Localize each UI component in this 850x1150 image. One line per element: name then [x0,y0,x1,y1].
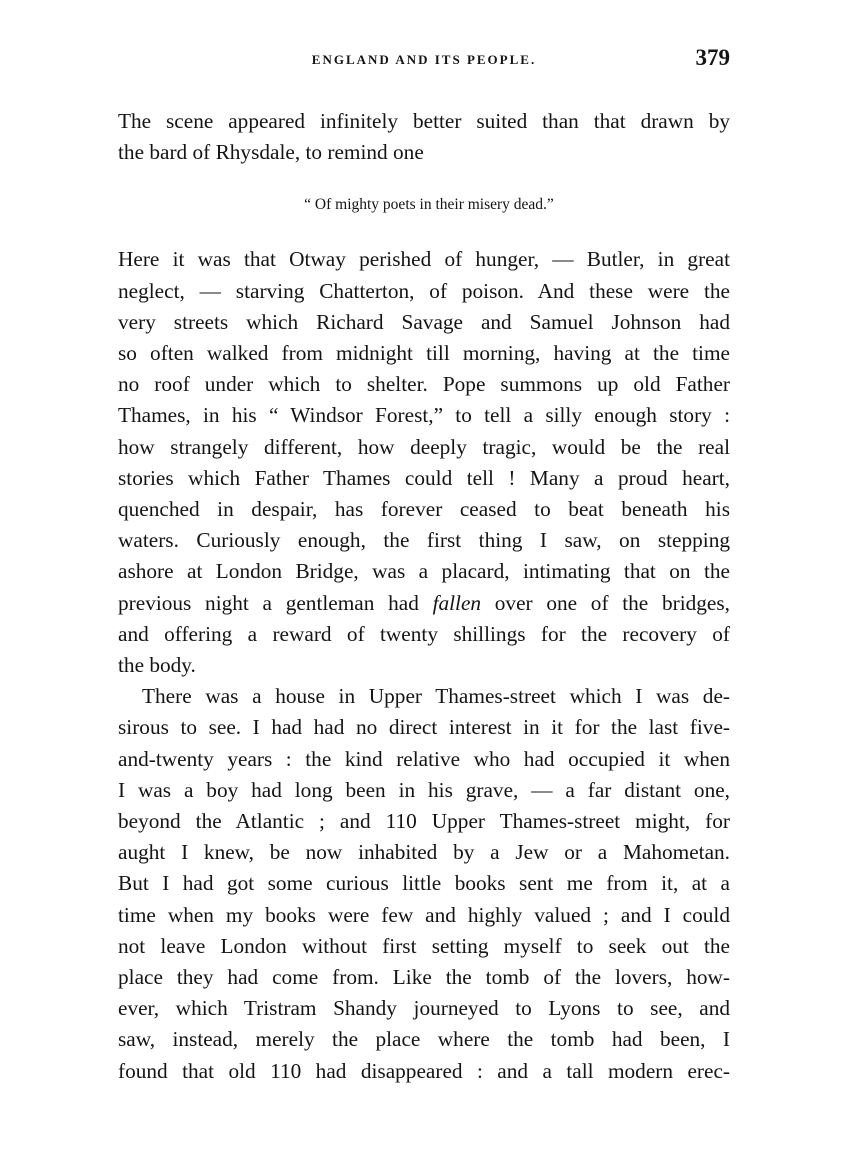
text-fragment: over one of the bridges, [481,590,730,615]
book-page [118,44,730,1087]
text-line: the bard of Rhysdale, to remind one [118,140,424,165]
text-line: waters. Curiously enough, the first thing I saw, on stepping [118,528,730,553]
text-line: time when my books were few and highly valued ; and I could [118,902,730,927]
text-line: beyond the Atlantic ; and 110 Upper Thames-street might, for [118,809,730,834]
text-line: ashore at London Bridge, was a placard, intimating that on the [118,559,730,584]
text-line: I was a boy had long been in his grave, — a far distant one, [118,777,730,802]
text-line: The scene appeared infinitely better suited than that drawn by [118,109,730,133]
text-line: ever, which Tristram Shandy journeyed to Lyons to see, and [118,996,730,1021]
text-line: There was a house in Upper Thames-street which I was de- [142,684,730,709]
text-line: and offering a reward of twenty shillings for the recovery of [118,621,730,646]
text-line: so often walked from midnight till morning, having at the time [118,341,730,366]
text-line: place they had come from. Like the tomb of the lovers, how- [118,965,730,990]
text-fragment: previous night a gentleman had [118,590,433,615]
italic-word: fallen [432,590,482,615]
text-line: neglect, — starving Chatterton, of poison. And these were the [118,278,730,303]
text-line: quenched in despair, has forever ceased to beat beneath his [118,497,730,522]
text-line: sirous to see. I had had no direct interest in it for the last five- [118,715,730,740]
text-line: no roof under which to shelter. Pope summons up old Father [118,372,730,397]
text-line: saw, instead, merely the place where the tomb had been, I [118,1027,730,1052]
text-line: But I had got some curious little books sent me from it, at a [118,871,730,896]
text-line: Thames, in his “ Windsor Forest,” to tell a silly enough story : [118,403,730,428]
text-line: not leave London without first setting myself to seek out the [118,933,730,958]
text-line: Here it was that Otway perished of hunger, — Butler, in great [118,247,730,272]
text-line: aught I knew, be now inhabited by a Jew or a Mahometan. [118,840,730,865]
text-line: very streets which Richard Savage and Samuel Johnson had [118,309,730,334]
running-title: ENGLAND AND ITS PEOPLE. [311,52,537,67]
text-line: and-twenty years : the kind relative who had occupied it when [118,746,730,771]
text-line-with-italic [118,588,730,619]
paragraph-3 [118,681,730,1087]
paragraph-1 [118,106,730,168]
running-head [118,44,730,84]
text-line: the body. [118,653,196,678]
page-number: 379 [695,45,730,70]
verse-quotation: “ Of mighty poets in their misery dead.” [304,196,554,214]
text-line: found that old 110 had disappeared : and a tall modern erec- [118,1058,730,1083]
text-line: stories which Father Thames could tell ! Many a proud heart, [118,465,730,490]
paragraph-2 [118,244,730,681]
text-line: how strangely different, how deeply tragic, would be the real [118,434,730,459]
